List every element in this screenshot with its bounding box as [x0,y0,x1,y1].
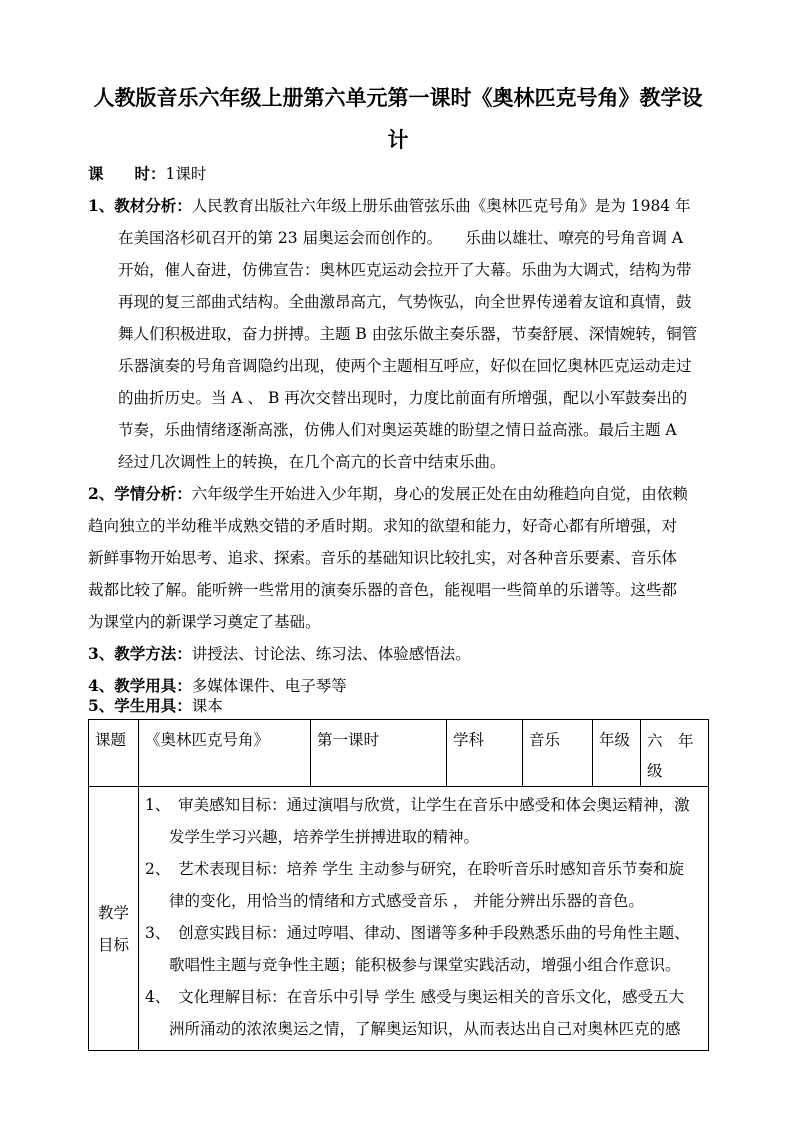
topic-value-cell [139,720,311,787]
student-analysis-line: 为课堂内的新课学习奠定了基础。 [88,613,321,631]
material-analysis-label: 1、教材分析： [88,196,192,215]
material-analysis-line: 开始，催人奋进，仿佛宣告：奥林匹克运动会拉开了大幕。乐曲为大调式，结构为带 [118,261,692,279]
lesson-header-row [89,720,709,787]
teaching-goals-content-cell [139,787,709,1051]
lesson-table [88,719,709,1051]
teaching-tools-row [88,674,347,696]
subject-value-cell [523,720,593,787]
material-analysis-line: 的曲折历史。当 A 、 B 再次交替出现时，力度比前面有所增强，配以小军鼓奏出的 [118,389,688,407]
teaching-tools-label: 4、教学用具： [88,676,192,695]
subject-label: 学科 [453,731,485,749]
grade-label-cell [593,720,641,787]
goal-item-line: 1、 审美感知目标：通过演唱与欣赏，让学生在音乐中感受和体会奥运精神，激 [145,796,690,814]
document-title-line-1: 人教版音乐六年级上册第六单元第一课时《奥林匹克号角》教学设 [93,85,703,110]
student-analysis-line: 趋向独立的半幼稚半成熟交错的矛盾时期。求知的欲望和能力，好奇心都有所增强，对 [88,517,678,535]
student-tools-row [88,694,223,716]
material-analysis-line: 人民教育出版社六年级上册乐曲管弦乐曲《奥林匹克号角》是为 1984 年 [191,197,691,215]
material-analysis-line: 经过几次调性上的转换，在几个高亢的长音中结束乐曲。 [118,453,506,471]
period-value: 1课时 [165,165,207,183]
goal-item-line: 3、 创意实践目标：通过哼唱、律动、图谱等多种手段熟悉乐曲的号角性主题、 [145,924,690,942]
teaching-methods-value: 讲授法、讨论法、练习法、体验感悟法。 [191,645,471,663]
teaching-methods-row [88,642,471,664]
student-analysis-line: 新鲜事物开始思考、追求、探索。音乐的基础知识比较扎实，对各种音乐要素、音乐体 [88,549,678,567]
topic-label: 课题 [95,731,127,749]
subject-label-cell [447,720,523,787]
grade-value-cell [641,720,709,787]
material-analysis-line: 节奏，乐曲情绪逐渐高涨，仿佛人们对奥运英雄的盼望之情日益高涨。最后主题 A [118,421,677,439]
goal-item-line: 2、 艺术表现目标：培养 学生 主动参与研究，在聆听音乐时感知音乐节奏和旋 [145,860,684,878]
grade-value-line: 级 [647,762,663,780]
teaching-methods-label: 3、教学方法： [88,644,192,663]
grade-label: 年级 [599,731,631,749]
teaching-tools-value: 多媒体课件、电子琴等 [191,677,347,695]
goal-item-line: 4、 文化理解目标：在音乐中引导 学生 感受与奥运相关的音乐文化，感受五大 [145,988,684,1006]
grade-value-line: 六 年 [647,732,694,750]
goal-item-line: 发学生学习兴趣，培养学生拼搏进取的精神。 [169,828,480,846]
period-row [88,162,206,184]
material-analysis-line: 乐器演奏的号角音调隐约出现，使两个主题相互呼应，好似在回忆奥林匹克运动走过 [118,357,692,375]
lesson-value: 第一课时 [317,731,380,749]
period-label: 课 时： [88,164,166,183]
teaching-goals-label: 目标 [97,935,129,954]
student-analysis-row [88,482,688,504]
document-title-line-2: 计 [387,127,409,152]
student-analysis-label: 2、学情分析： [88,484,192,503]
goal-item-line: 歌唱性主题与竞争性主题；能积极参与课堂实践活动，增强小组合作意识。 [169,956,681,974]
goal-item-line: 律的变化，用恰当的情绪和方式感受音乐 ， 并能分辨出乐器的音色。 [169,892,644,910]
student-analysis-line: 裁都比较了解。能听辨一些常用的演奏乐器的音色，能视唱一些简单的乐谱等。这些都 [88,581,678,599]
student-tools-value: 课本 [191,697,223,715]
teaching-goals-label-cell [89,787,139,1051]
teaching-goals-label: 教学 [97,903,129,922]
teaching-goals-row [89,787,709,1051]
lesson-value-cell [311,720,447,787]
material-analysis-line: 舞人们积极进取，奋力拼搏。主题 B 由弦乐做主奏乐器，节奏舒展、深情婉转，铜管 [118,325,698,343]
student-tools-label: 5、学生用具： [88,696,192,715]
goal-item-line: 洲所涌动的浓浓奥运之情，了解奥运知识，从而表达出自己对奥林匹克的感 [169,1020,681,1038]
student-analysis-line: 六年级学生开始进入少年期，身心的发展正处在由幼稚趋向自觉，由依赖 [191,485,688,503]
subject-value: 音乐 [529,731,561,749]
material-analysis-line: 再现的复三部曲式结构。全曲激昂高亢，气势恢弘，向全世界传递着友谊和真情，鼓 [118,293,692,311]
topic-label-cell [89,720,139,787]
material-analysis-line: 在美国洛杉矶召开的第 23 届奥运会而创作的。 乐曲以雄壮、嘹亮的号角音调 A [118,229,683,247]
topic-value: 《奥林匹克号角》 [145,731,270,749]
material-analysis-row [88,194,691,216]
